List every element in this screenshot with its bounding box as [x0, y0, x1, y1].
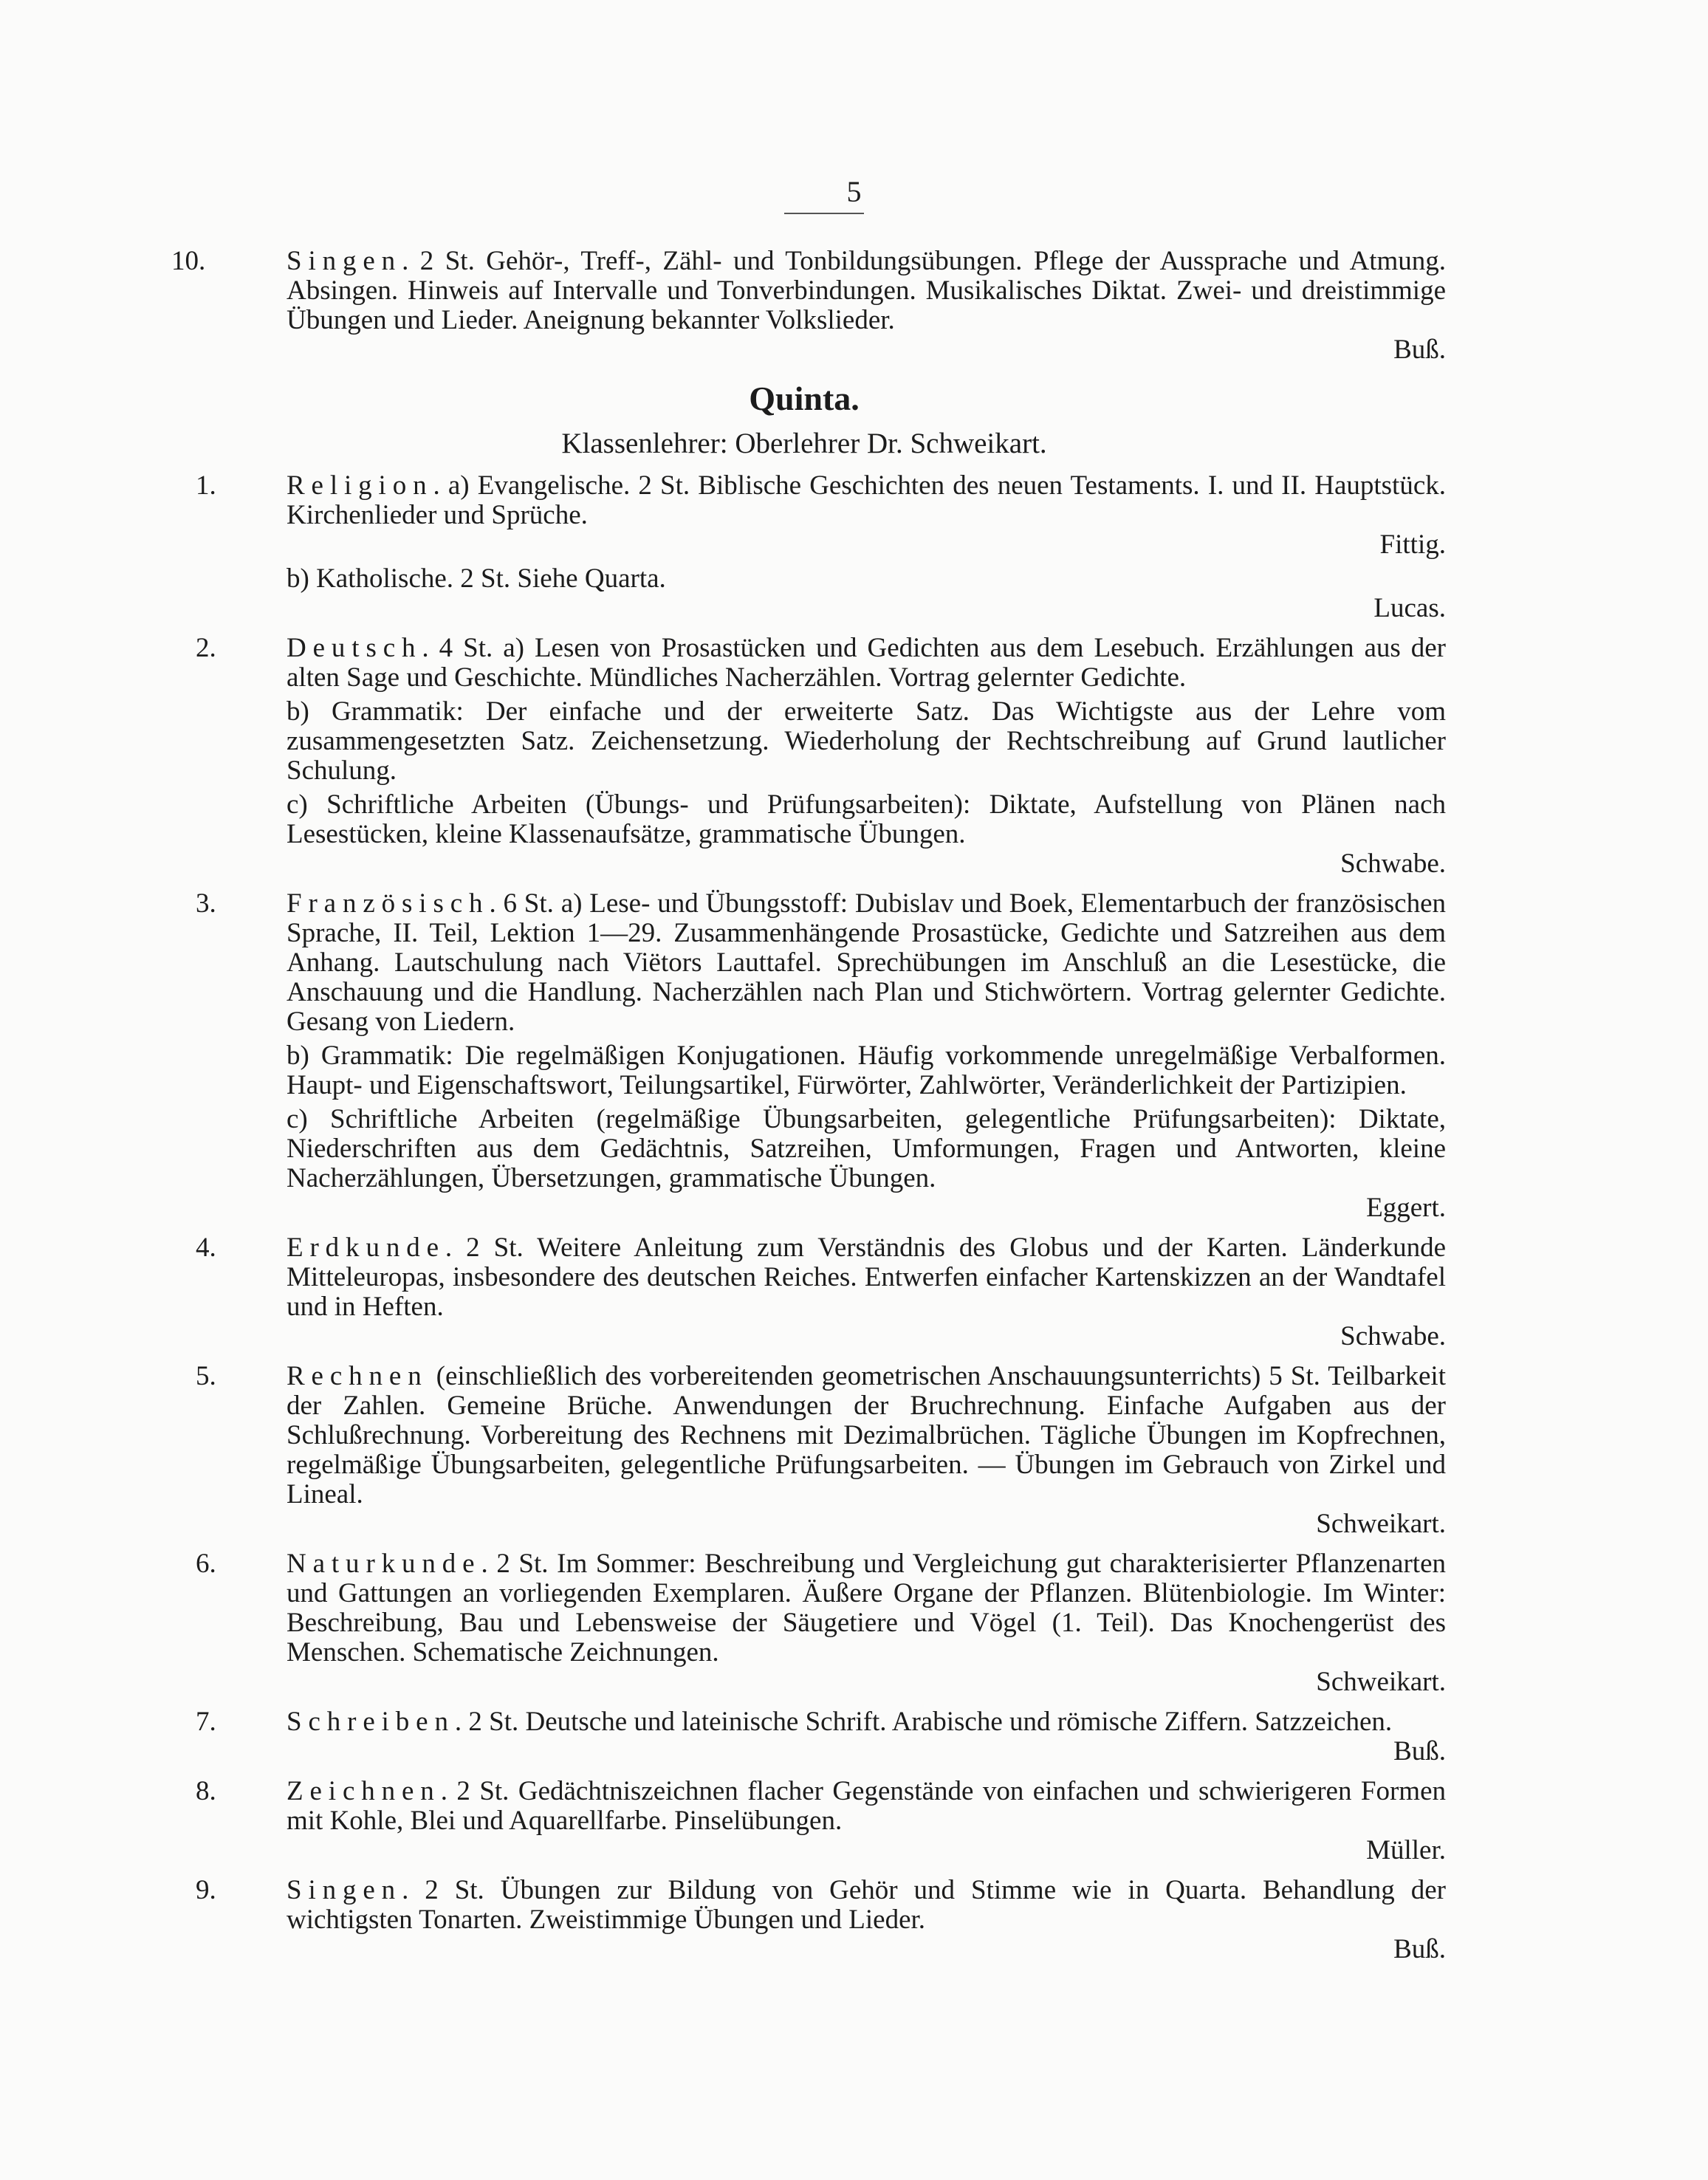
item-text: . a) Evangelische. 2 St. Biblische Geschichten des neuen Testaments. I. und II. Hauptstück. Kirchenlieder und Sprüche.: [287, 470, 1446, 530]
item-text: . 2 St. Gedächtniszeichnen flacher Gegenstände von einfachen und schwierigeren Formen mit Kohle, Blei und Aquarellfarbe. Pinselübungen.: [287, 1776, 1446, 1836]
subject-item: [162, 471, 1446, 623]
subject-name: Naturkunde: [287, 1549, 481, 1579]
section-title: Quinta.: [749, 380, 860, 417]
item-number: 3.: [196, 888, 216, 919]
teacher-name: Fittig.: [1379, 529, 1446, 560]
item-number: 8.: [196, 1776, 216, 1806]
item-text: . 2 St. Weitere Anleitung zum Verständnis des Globus und der Karten. Länderkunde Mitteleuropas, insbesondere des deutschen Reiches. Entwerfen einfacher Kartenskizzen an der Wandtafel und in Heften.: [287, 1233, 1446, 1322]
subject-name: Zeichnen: [287, 1776, 441, 1806]
teacher-name: Eggert.: [1366, 1193, 1446, 1223]
subject-name: Rechnen: [287, 1361, 428, 1391]
item-paragraph: [287, 790, 1446, 879]
subject-item: [162, 1549, 1446, 1697]
item-text: b) Grammatik: Der einfache und der erweiterte Satz. Das Wichtigste aus der Lehre vom zusammengesetzten Satz. Zeichensetzung. Wiederholung der Rechtschreibung auf Grund lautlicher Schulung.: [287, 696, 1446, 786]
subject-list: [162, 471, 1446, 1964]
item-paragraph: [287, 1876, 1446, 1964]
item-number: 9.: [196, 1875, 216, 1905]
item-text: b) Grammatik: Die regelmäßigen Konjugationen. Häufig vorkommende unregelmäßige Verbalformen. Haupt- und Eigenschaftswort, Teilungsartikel, Fürwörter, Zahlwörter, Veränderlichkeit der Partizipien.: [287, 1041, 1446, 1100]
item-paragraph: [287, 247, 1446, 365]
item-paragraph: [287, 634, 1446, 693]
subject-item: [162, 1362, 1446, 1539]
subject-name: Französisch: [287, 888, 490, 919]
teacher-name: Schweikart.: [1316, 1667, 1446, 1697]
teacher-name: Schwabe.: [1340, 849, 1446, 879]
prev-section-list: [162, 247, 1446, 365]
page-number-rule: [784, 213, 864, 214]
subject-name: Deutsch: [287, 633, 422, 663]
subject-name: Schreiben: [287, 1707, 455, 1737]
item-text: c) Schriftliche Arbeiten (regelmäßige Übungsarbeiten, gelegentliche Prüfungsarbeiten): Diktate, Niederschriften aus dem Gedächtnis, Satzreihen, Umformungen, Fragen und Antworten, kleine Nacherzählungen, Übersetzungen, grammatische Übungen.: [287, 1104, 1446, 1193]
item-number: 1.: [196, 470, 216, 501]
item-paragraph: [287, 1777, 1446, 1865]
subject-name: Erdkunde: [287, 1233, 445, 1263]
subject-item: [162, 634, 1446, 879]
item-number: 7.: [196, 1707, 216, 1737]
item-text: b) Katholische. 2 St. Siehe Quarta.: [287, 563, 666, 594]
item-text: . 2 St. Deutsche und lateinische Schrift. Arabische und römische Ziffern. Satzzeichen.: [454, 1707, 1393, 1737]
page-number: 5: [846, 175, 862, 208]
item-paragraph: [287, 471, 1446, 560]
item-paragraph: [287, 1105, 1446, 1223]
page-content: [162, 236, 1446, 1964]
subject-item: [162, 889, 1446, 1223]
item-paragraph: [287, 1549, 1446, 1697]
item-text: . 2 St. Übungen zur Bildung von Gehör und Stimme wie in Quarta. Behandlung der wichtigsten Tonarten. Zweistimmige Übungen und Lieder.: [287, 1875, 1446, 1935]
subject-name: Religion: [287, 470, 433, 501]
class-teacher-line: Klassenlehrer: Oberlehrer Dr. Schweikart.: [561, 428, 1047, 459]
teacher-name: Schwabe.: [1340, 1321, 1446, 1351]
item-text: c) Schriftliche Arbeiten (Übungs- und Prüfungsarbeiten): Diktate, Aufstellung von Plänen nach Lesestücken, kleine Klassenaufsätze, grammatische Übungen.: [287, 789, 1446, 849]
item-number: 5.: [196, 1361, 216, 1391]
item-paragraph: [287, 697, 1446, 786]
teacher-name: Lucas.: [1373, 593, 1446, 623]
subject-name: Singen: [287, 246, 402, 276]
teacher-name: Buß.: [1393, 335, 1446, 365]
item-text: (einschließlich des vorbereitenden geometrischen Anschauungsunterrichts) 5 St. Teilbarkeit der Zahlen. Gemeine Brüche. Anwendungen der Bruchrechnung. Einfache Aufgaben aus der Schlußrechnung. Vorbereitung des Rechnens mit Dezimalbrüchen. Tägliche Übungen im Kopfrechnen, regelmäßige Übungsarbeiten, gelegentliche Prüfungsarbeiten. — Übungen im Gebrauch von Zirkel und Lineal.: [287, 1361, 1446, 1509]
subject-name: Singen: [287, 1875, 402, 1905]
item-number: 4.: [196, 1233, 216, 1263]
subject-item: [162, 1707, 1446, 1766]
item-number: 10.: [171, 246, 206, 276]
item-paragraph: [287, 1707, 1446, 1766]
subject-item: [162, 247, 1446, 365]
item-text: . 2 St. Gehör-, Treff-, Zähl- und Tonbildungsübungen. Pflege der Aussprache und Atmung. Absingen. Hinweis auf Intervalle und Tonverbindungen. Musikalisches Diktat. Zwei- und dreistimmige Übungen und Lieder. Aneignung bekannter Volkslieder.: [287, 246, 1446, 335]
item-paragraph: [287, 1041, 1446, 1100]
subject-item: [162, 1777, 1446, 1865]
item-text: . 6 St. a) Lese- und Übungsstoff: Dubislav und Boek, Elementarbuch der französischen Sprache, II. Teil, Lektion 1—29. Zusammenhängende Prosastücke, Gedichte und Satzreihen aus dem Anhang. Lautschulung nach Viëtors Lauttafel. Sprechübungen im Anschluß an die Lesestücke, die Anschauung und die Handlung. Nacherzählen nach Plan und Stichwörtern. Vortrag gelernter Gedichte. Gesang von Liedern.: [287, 888, 1446, 1037]
item-number: 2.: [196, 633, 216, 663]
subject-item: [162, 1233, 1446, 1351]
item-paragraph: [287, 889, 1446, 1037]
item-number: 6.: [196, 1549, 216, 1579]
item-text: . 2 St. Im Sommer: Beschreibung und Vergleichung gut charakterisierter Pflanzenarten und Gattungen an vorliegenden Exemplaren. Äußere Organe der Pflanzen. Blütenbiologie. Im Winter: Beschreibung, Bau und Lebensweise der Säugetiere und Vögel (1. Teil). Das Knochengerüst des Menschen. Schematische Zeichnungen.: [287, 1549, 1446, 1667]
teacher-name: Schweikart.: [1316, 1509, 1446, 1539]
item-paragraph: [287, 1362, 1446, 1539]
item-paragraph: [287, 564, 1446, 623]
teacher-name: Müller.: [1366, 1835, 1446, 1865]
teacher-name: Buß.: [1393, 1934, 1446, 1964]
subject-item: [162, 1876, 1446, 1964]
item-text: . 4 St. a) Lesen von Prosastücken und Gedichten aus dem Lesebuch. Erzählungen aus der alten Sage und Geschichte. Mündliches Nacherzählen. Vortrag gelernter Gedichte.: [287, 633, 1446, 693]
teacher-name: Buß.: [1393, 1736, 1446, 1766]
item-paragraph: [287, 1233, 1446, 1351]
